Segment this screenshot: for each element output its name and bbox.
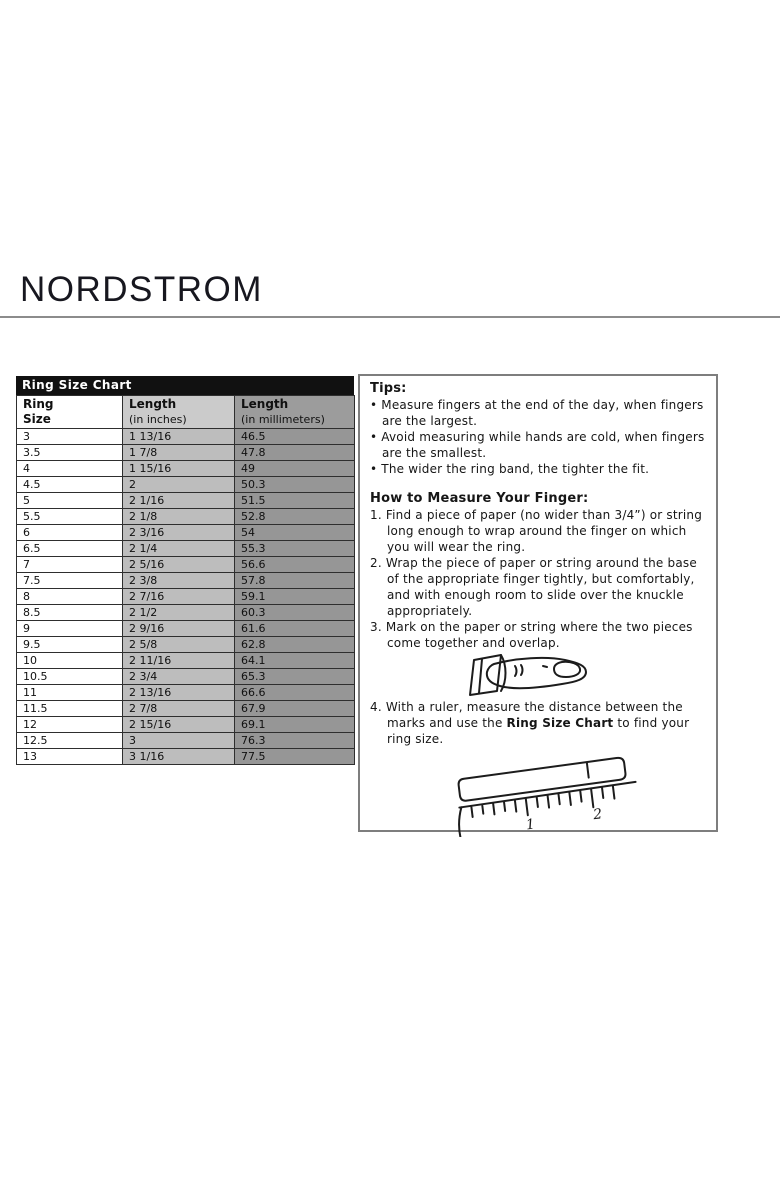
ring-size-cell: 10 — [17, 653, 123, 669]
tip-item — [370, 461, 708, 477]
length-mm-cell: 56.6 — [235, 557, 355, 573]
length-mm-cell: 76.3 — [235, 733, 355, 749]
col-header-line1: Length — [241, 397, 289, 411]
table-row — [17, 429, 355, 445]
ring-size-cell: 7 — [17, 557, 123, 573]
ring-size-cell: 3.5 — [17, 445, 123, 461]
ring-size-cell: 12.5 — [17, 733, 123, 749]
col-header-line2: (in millimeters) — [241, 413, 325, 426]
tips-heading: Tips: — [370, 381, 407, 396]
table-row — [17, 493, 355, 509]
length-mm-cell: 47.8 — [235, 445, 355, 461]
finger-illustration — [458, 653, 708, 697]
ring-size-cell: 10.5 — [17, 669, 123, 685]
length-mm-cell: 66.6 — [235, 685, 355, 701]
col-header-line2: Size — [23, 412, 51, 426]
length-inches-cell: 2 9/16 — [123, 621, 235, 637]
length-mm-cell: 52.8 — [235, 509, 355, 525]
col-header-line2: (in inches) — [129, 413, 187, 426]
table-row — [17, 733, 355, 749]
length-inches-cell: 2 7/8 — [123, 701, 235, 717]
length-mm-cell: 54 — [235, 525, 355, 541]
table-row — [17, 621, 355, 637]
ruler-illustration — [440, 751, 708, 837]
logo-divider-rule — [0, 316, 780, 318]
ring-size-cell: 4.5 — [17, 477, 123, 493]
step-number: 4. — [370, 700, 382, 714]
length-inches-cell: 2 3/8 — [123, 573, 235, 589]
length-mm-cell: 55.3 — [235, 541, 355, 557]
length-inches-cell: 2 3/4 — [123, 669, 235, 685]
tip-item — [370, 397, 708, 429]
table-row — [17, 525, 355, 541]
length-inches-cell: 2 1/2 — [123, 605, 235, 621]
step-text: Wrap the piece of paper or string around the base of the appropriate finger tightly, but comfortably, and with enough room to slide over the knuckle appropriately. — [385, 556, 697, 618]
ring-size-cell: 13 — [17, 749, 123, 765]
length-inches-cell: 2 5/8 — [123, 637, 235, 653]
step-item-3 — [370, 619, 708, 651]
length-mm-cell: 61.6 — [235, 621, 355, 637]
tip-text: Measure fingers at the end of the day, when fingers are the largest. — [381, 398, 704, 428]
length-inches-cell: 1 13/16 — [123, 429, 235, 445]
ring-size-cell: 9 — [17, 621, 123, 637]
length-mm-cell: 51.5 — [235, 493, 355, 509]
length-mm-cell: 49 — [235, 461, 355, 477]
ring-size-cell: 5.5 — [17, 509, 123, 525]
table-row — [17, 509, 355, 525]
length-mm-cell: 50.3 — [235, 477, 355, 493]
length-mm-cell: 67.9 — [235, 701, 355, 717]
table-row — [17, 557, 355, 573]
ring-size-cell: 5 — [17, 493, 123, 509]
table-row — [17, 605, 355, 621]
bullet-icon: • — [370, 462, 378, 476]
tip-text: Avoid measuring while hands are cold, when fingers are the smallest. — [381, 430, 705, 460]
col-header-length-mm — [235, 396, 355, 429]
length-mm-cell: 62.8 — [235, 637, 355, 653]
length-mm-cell: 57.8 — [235, 573, 355, 589]
table-row — [17, 717, 355, 733]
ring-size-chart-title: Ring Size Chart — [16, 376, 354, 395]
ring-size-cell: 9.5 — [17, 637, 123, 653]
table-row — [17, 685, 355, 701]
ring-size-cell: 11 — [17, 685, 123, 701]
length-inches-cell: 3 — [123, 733, 235, 749]
ring-size-cell: 3 — [17, 429, 123, 445]
ring-size-cell: 12 — [17, 717, 123, 733]
length-mm-cell: 64.1 — [235, 653, 355, 669]
table-row — [17, 589, 355, 605]
tip-text: The wider the ring band, the tighter the fit. — [381, 462, 650, 476]
step-text-bold: Ring Size Chart — [506, 716, 614, 730]
length-mm-cell: 59.1 — [235, 589, 355, 605]
tip-item — [370, 429, 708, 461]
step-number: 3. — [370, 620, 382, 634]
step-number: 1. — [370, 508, 382, 522]
nordstrom-logo: NORDSTROM — [20, 270, 263, 309]
length-mm-cell: 60.3 — [235, 605, 355, 621]
length-inches-cell: 3 1/16 — [123, 749, 235, 765]
col-header-ring-size — [17, 396, 123, 429]
ring-size-cell: 4 — [17, 461, 123, 477]
table-row — [17, 573, 355, 589]
table-row — [17, 669, 355, 685]
length-inches-cell: 2 15/16 — [123, 717, 235, 733]
ring-size-chart — [16, 376, 354, 765]
col-header-line1: Length — [129, 397, 177, 411]
length-inches-cell: 2 11/16 — [123, 653, 235, 669]
col-header-line1: Ring — [23, 397, 54, 411]
table-row — [17, 701, 355, 717]
ring-size-cell: 6 — [17, 525, 123, 541]
col-header-length-inches — [123, 396, 235, 429]
step-text: Find a piece of paper (no wider than 3/4”) or string long enough to wrap around the finger on which you will wear the ring. — [385, 508, 703, 554]
length-inches-cell: 2 — [123, 477, 235, 493]
length-mm-cell: 69.1 — [235, 717, 355, 733]
length-inches-cell: 2 1/16 — [123, 493, 235, 509]
bullet-icon: • — [370, 398, 378, 412]
ring-size-table-body — [17, 429, 355, 765]
length-inches-cell: 2 1/4 — [123, 541, 235, 557]
svg-text:2: 2 — [592, 806, 604, 824]
length-mm-cell: 65.3 — [235, 669, 355, 685]
ring-size-cell: 8 — [17, 589, 123, 605]
step-text: Mark on the paper or string where the two pieces come together and overlap. — [385, 620, 693, 650]
length-inches-cell: 1 7/8 — [123, 445, 235, 461]
step-text: With a ruler, measure the distance between the marks and use the — [385, 700, 683, 730]
table-row — [17, 541, 355, 557]
step-item-1 — [370, 507, 708, 555]
length-mm-cell: 46.5 — [235, 429, 355, 445]
table-row — [17, 461, 355, 477]
ring-size-table — [16, 395, 355, 765]
table-row — [17, 637, 355, 653]
length-inches-cell: 2 3/16 — [123, 525, 235, 541]
table-row — [17, 445, 355, 461]
instructions-panel — [358, 374, 718, 832]
step-item-2 — [370, 555, 708, 619]
length-inches-cell: 2 5/16 — [123, 557, 235, 573]
bullet-icon: • — [370, 430, 378, 444]
length-inches-cell: 2 1/8 — [123, 509, 235, 525]
table-row — [17, 749, 355, 765]
step-item-4 — [370, 699, 708, 747]
ring-size-cell: 8.5 — [17, 605, 123, 621]
length-inches-cell: 2 13/16 — [123, 685, 235, 701]
length-inches-cell: 1 15/16 — [123, 461, 235, 477]
step-text: to find your ring size. — [387, 716, 690, 746]
length-inches-cell: 2 7/16 — [123, 589, 235, 605]
ring-size-cell: 11.5 — [17, 701, 123, 717]
table-header-row — [17, 396, 355, 429]
svg-text:1: 1 — [525, 816, 537, 834]
ring-size-cell: 6.5 — [17, 541, 123, 557]
step-number: 2. — [370, 556, 382, 570]
table-row — [17, 653, 355, 669]
table-row — [17, 477, 355, 493]
ring-size-cell: 7.5 — [17, 573, 123, 589]
length-mm-cell: 77.5 — [235, 749, 355, 765]
how-to-heading: How to Measure Your Finger: — [370, 491, 589, 506]
